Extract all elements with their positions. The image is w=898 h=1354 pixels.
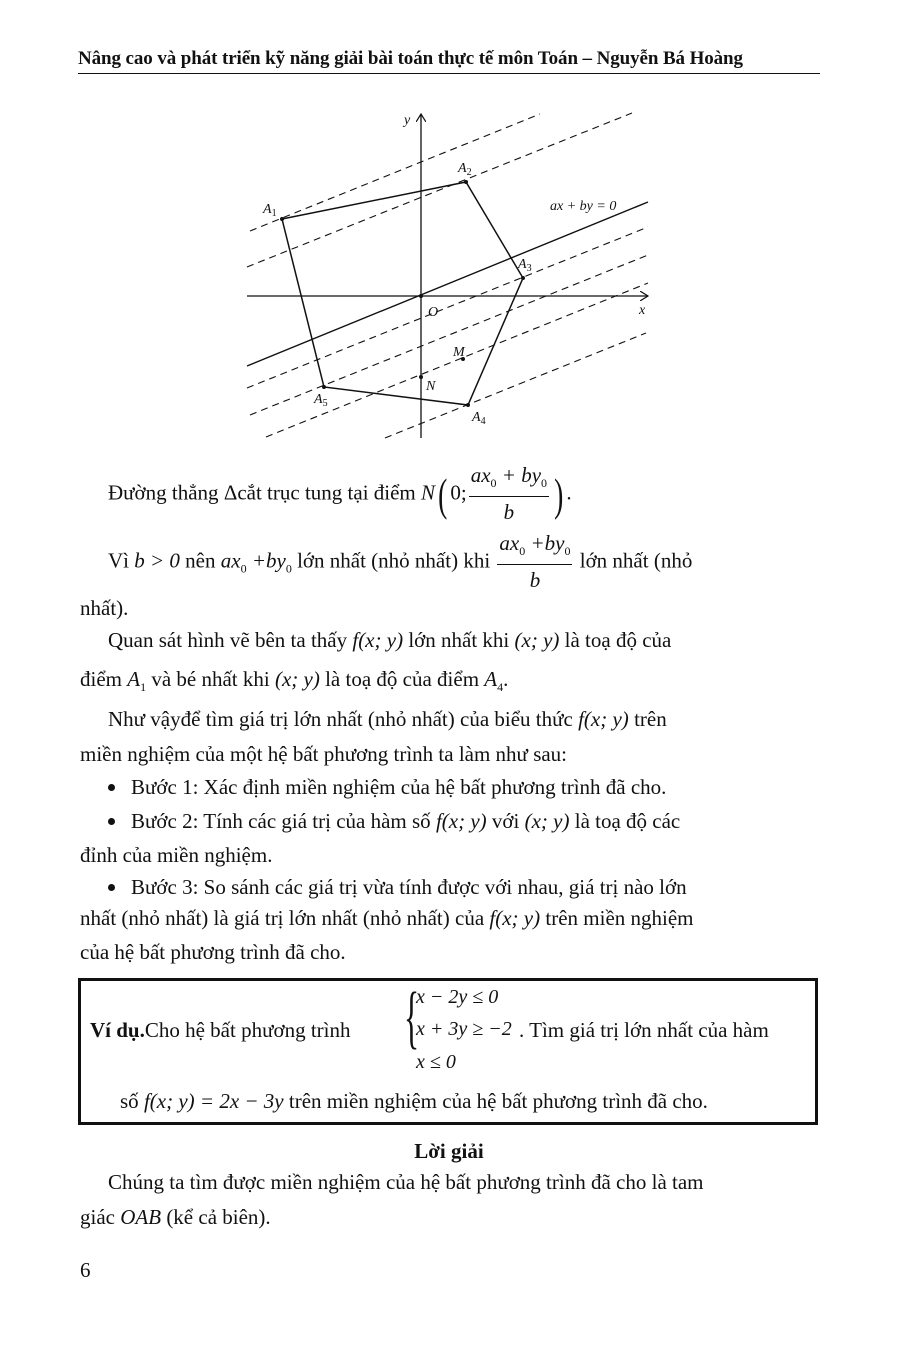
- paragraph-2: Vì b > 0 nên $ax_0 +by_0$ lớn nhất (nhỏ nhất) khi $\frac{ax_0 +by_0}{b}$ lớn nhất (nhỏ: [108, 530, 818, 595]
- system-eq-1: x − 2y ≤ 0: [416, 986, 499, 1008]
- example-line-1-end: . Tìm giá trị lớn nhất của hàm: [519, 1018, 769, 1042]
- paragraph-3-line-1: Quan sát hình vẽ bên ta thấy f(x; y) lớn nhất khi (x; y) là toạ độ của: [108, 628, 672, 652]
- bullet-icon: [108, 818, 115, 825]
- paragraph-2-cont: nhất).: [80, 596, 129, 620]
- example-line-1: Ví dụ.Cho hệ bất phương trình: [90, 1018, 351, 1042]
- dashed-line-1: [250, 114, 540, 231]
- solution-title: Lời giải: [414, 1139, 484, 1163]
- step-2-line-2: đỉnh của miền nghiệm.: [80, 843, 273, 867]
- paragraph-4-line-2: miền nghiệm của một hệ bất phương trình ta làm như sau:: [80, 742, 568, 766]
- running-header: Nâng cao và phát triển kỹ năng giải bài toán thực tế môn Toán – Nguyễn Bá Hoàng: [78, 48, 820, 74]
- step-3-line-3: của hệ bất phương trình đã cho.: [80, 940, 346, 964]
- label-a5: $A_5$: [314, 392, 328, 409]
- step-3-line-2: nhất (nhỏ nhất) là giá trị lớn nhất (nhỏ nhất) của f(x; y) trên miền nghiệm: [80, 906, 694, 930]
- vertex-dots: [280, 180, 525, 407]
- dashed-line-6: [385, 333, 646, 438]
- label-n: N: [426, 379, 436, 394]
- step-1: Bước 1: Xác định miền nghiệm của hệ bất phương trình đã cho.: [108, 775, 666, 800]
- bullet-icon: [108, 884, 115, 891]
- label-a4: $A_4$: [472, 410, 486, 427]
- fraction-n: $\frac{ax_0 + by_0}{b}$: [470, 463, 548, 525]
- dashed-line-4: [250, 255, 648, 415]
- label-a1: $A_1$: [263, 202, 277, 219]
- paragraph-3-line-2: điểm $A_1$ và bé nhất khi (x; y) là toạ độ của điểm $A_4$.: [80, 667, 509, 695]
- label-x: x: [639, 303, 646, 318]
- geometry-figure: [0, 0, 898, 460]
- label-y: y: [404, 113, 411, 128]
- line-ax-by-0: [247, 202, 648, 366]
- fraction-ratio: $\frac{ax_0 +by_0}{b}$: [499, 531, 571, 593]
- system-eq-3: x ≤ 0: [416, 1051, 456, 1073]
- dashed-line-2: [247, 113, 632, 267]
- step-2-line-1: Bước 2: Tính các giá trị của hàm số f(x; y) với (x; y) là toạ độ các: [108, 809, 680, 834]
- label-a3: $A_3$: [518, 257, 532, 274]
- example-line-2: số f(x; y) = 2x − 3y trên miền nghiệm của hệ bất phương trình đã cho.: [120, 1089, 708, 1113]
- paragraph-1: Đường thẳng Δcắt trục tung tại điểm N( 0; $\frac{ax_0 + by_0}{b}$ ) .: [108, 462, 572, 527]
- system-eq-2: x + 3y ≥ −2: [416, 1018, 512, 1040]
- label-a2: $A_2$: [458, 161, 472, 178]
- brace-icon: {: [404, 979, 420, 1056]
- page-number: 6: [80, 1258, 91, 1282]
- step-3-line-1: Bước 3: So sánh các giá trị vừa tính được với nhau, giá trị nào lớn: [108, 875, 687, 900]
- dashed-level-lines: [247, 113, 648, 438]
- solution-polygon: [282, 182, 523, 405]
- solution-line-2: giác OAB (kể cả biên).: [80, 1205, 271, 1229]
- label-m: M: [453, 345, 465, 360]
- dashed-line-5: [266, 283, 648, 437]
- solution-line-1: Chúng ta tìm được miền nghiệm của hệ bất phương trình đã cho là tam: [108, 1170, 704, 1194]
- label-line-equation: ax + by = 0: [550, 199, 617, 214]
- label-o: O: [428, 305, 439, 320]
- paragraph-4-line-1: Như vậyđể tìm giá trị lớn nhất (nhỏ nhất) của biểu thức f(x; y) trên: [108, 707, 667, 731]
- bullet-icon: [108, 784, 115, 791]
